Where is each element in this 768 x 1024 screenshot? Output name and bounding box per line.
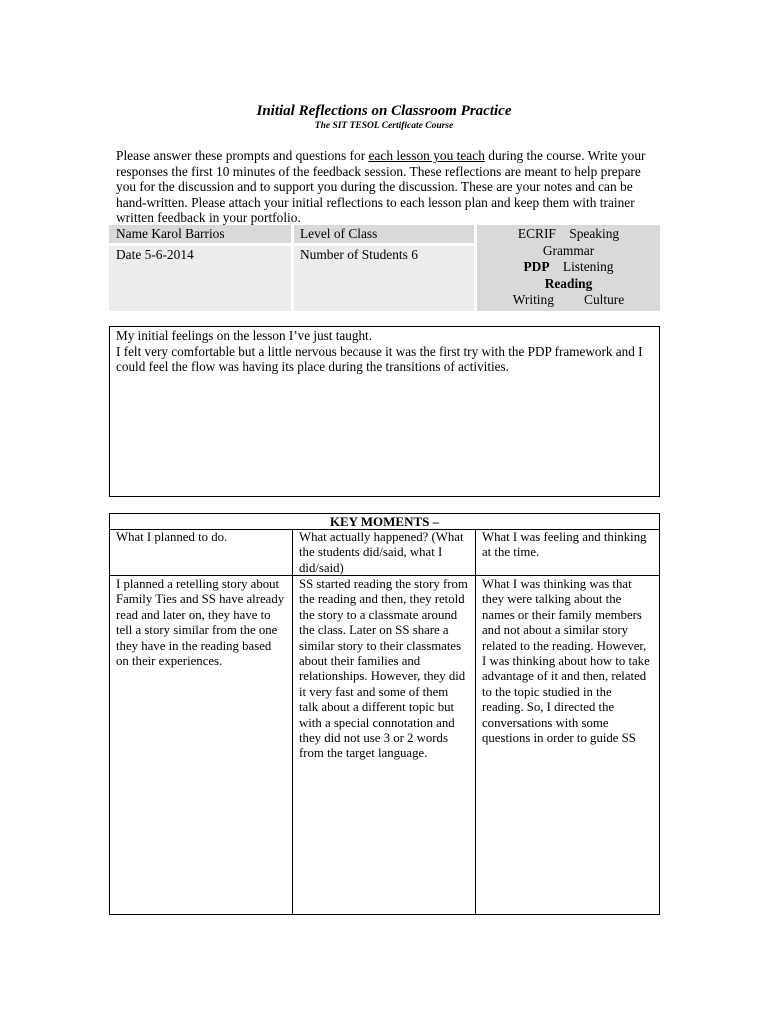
document-title: Initial Reflections on Classroom Practice	[256, 103, 512, 119]
grammar-line: Grammar	[542, 242, 595, 258]
header-happened: What actually happened? (What the students did/said, what I did/said)	[299, 530, 464, 575]
date-cell: Date 5-6-2014	[109, 246, 291, 311]
listening-label: Listening	[549, 259, 614, 275]
framework-skills-cell	[477, 225, 660, 311]
cell-happened: SS started reading the story from the reading and then, they retold the story to a classmate around the class. Later on SS share a similar story to their classmates about their families and relationships. However, they did it very fast and some of them talk about a different topic but with a special connotation and they did not use 3 or 2 words from the target language.	[299, 577, 468, 761]
number-of-students-cell: Number of Students 6	[294, 246, 474, 311]
writing-culture-line: Writing Culture	[512, 292, 625, 308]
intro-text-end: during the course. Write your responses the first 10 minutes of the feedback session. These reflections are meant to help prepare you for the discussion and to support you during the discussion. These are your notes and can be hand-written. Please attach your initial reflections to each lesson plan and keep them with trainer written feedback in your portfolio.	[116, 148, 646, 226]
lesson-info-table	[109, 225, 660, 311]
intro-text-start: Please answer these prompts and questions for	[116, 148, 369, 163]
intro-paragraph	[116, 148, 661, 226]
intro-underlined-text: each lesson you teach	[368, 148, 485, 163]
cell-feeling: What I was thinking was that they were talking about the names or their family members and not about a similar story related to the reading. However, I was thinking about how to take advantage of it and then, related to the topic studied in the reading. So, I directed the conversations with some questions in order to guide SS	[482, 577, 650, 746]
header-feeling: What I was feeling and thinking at the time.	[482, 530, 647, 560]
cell-planned: I planned a retelling story about Family Ties and SS have already read and later on, they have to tell a story similar from the one they have in the reading based on their experiences.	[116, 577, 285, 669]
initial-feelings-box	[109, 326, 660, 497]
header-planned: What I planned to do.	[116, 530, 228, 544]
level-of-class-cell: Level of Class	[294, 225, 474, 243]
feelings-prompt: My initial feelings on the lesson I’ve just taught.	[116, 328, 373, 343]
pdp-label: PDP	[523, 259, 550, 275]
key-moments-title: KEY MOMENTS –	[110, 514, 659, 530]
name-cell: Name Karol Barrios	[109, 225, 291, 243]
feelings-response: I felt very comfortable but a little nervous because it was the first try with the PDP framework and I could feel the flow was having its place during the transitions of activities.	[116, 343, 643, 375]
key-moments-table	[109, 513, 660, 915]
pdp-listening-line	[477, 259, 660, 276]
ecrif-speaking-line: ECRIF Speaking	[517, 226, 620, 241]
reading-line: Reading	[544, 275, 593, 291]
document-subtitle: The SIT TESOL Certificate Course	[314, 121, 454, 131]
